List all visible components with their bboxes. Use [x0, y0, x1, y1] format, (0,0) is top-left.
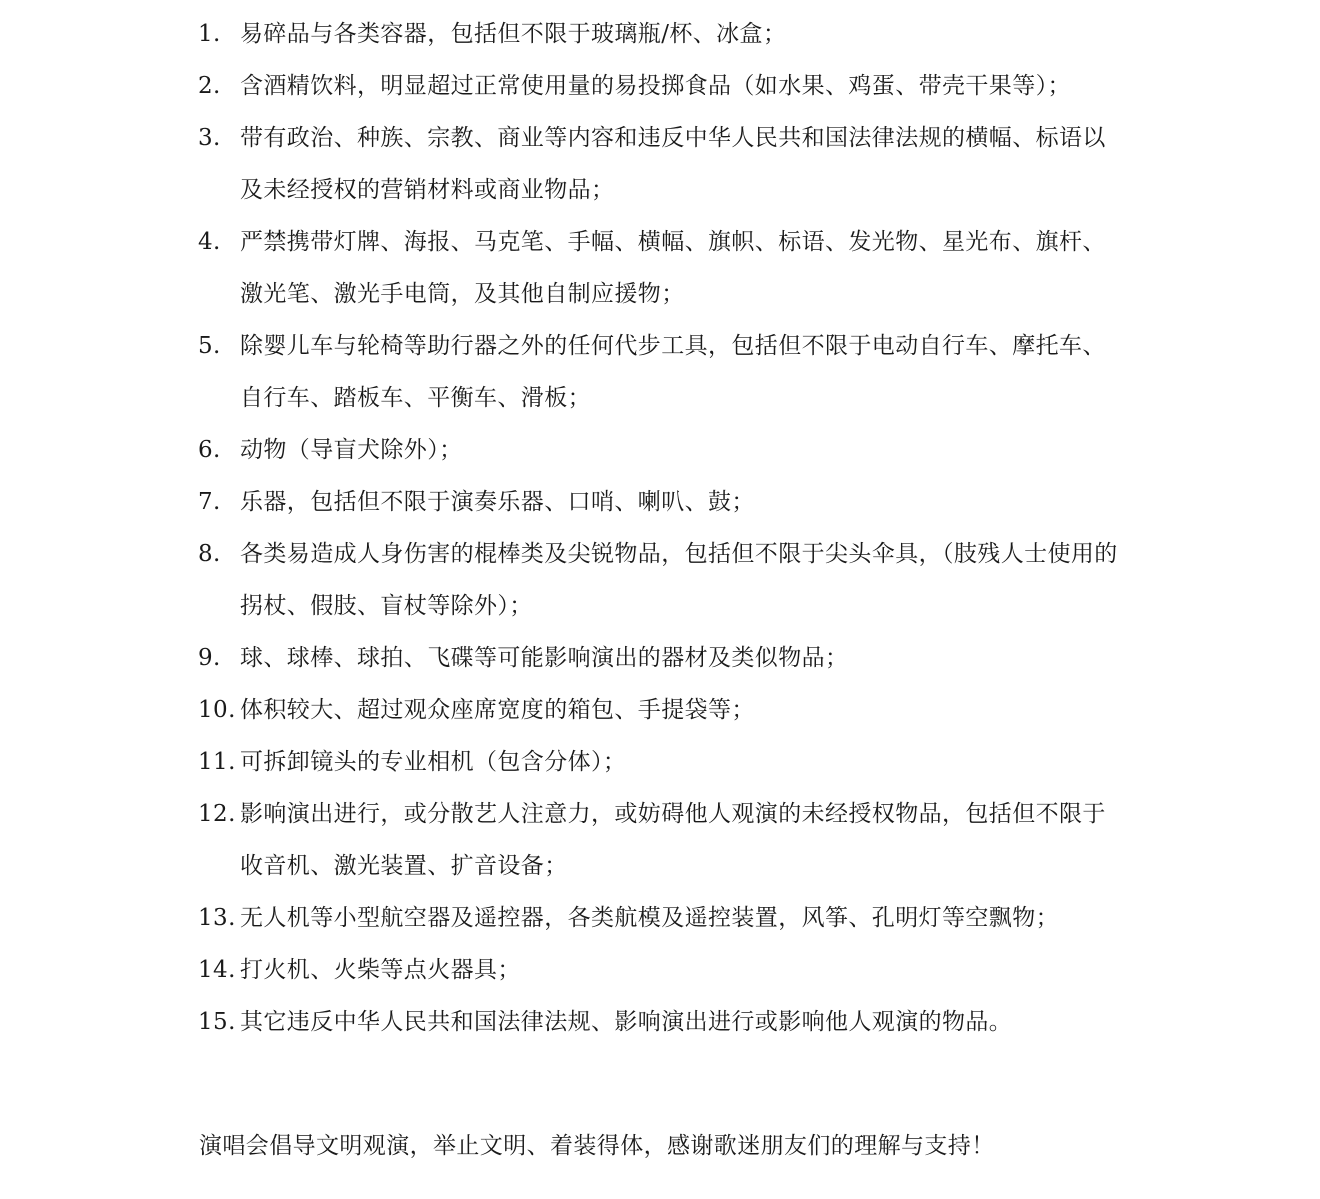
- item-text: 除婴儿车与轮椅等助行器之外的任何代步工具，包括但不限于电动自行车、摩托车、自行车、踏板车、平衡车、滑板；: [240, 333, 1106, 411]
- prohibited-items-list: [198, 8, 1128, 1048]
- item-number: 14.: [198, 957, 236, 983]
- item-number: 2.: [198, 73, 221, 99]
- closing-statement: 演唱会倡导文明观演，举止文明、着装得体，感谢歌迷朋友们的理解与支持！: [199, 1133, 995, 1159]
- list-item: [198, 788, 1128, 892]
- list-item: [198, 736, 1128, 788]
- item-number: 7.: [198, 489, 221, 515]
- item-number: 4.: [198, 229, 221, 255]
- list-item: [198, 112, 1128, 216]
- item-text: 乐器，包括但不限于演奏乐器、口哨、喇叭、鼓；: [240, 489, 755, 515]
- list-item: [198, 528, 1128, 632]
- item-text: 易碎品与各类容器，包括但不限于玻璃瓶/杯、冰盒；: [240, 21, 787, 47]
- list-item: [198, 684, 1128, 736]
- item-number: 10.: [198, 697, 236, 723]
- item-text: 影响演出进行，或分散艺人注意力，或妨碍他人观演的未经授权物品，包括但不限于收音机、激光装置、扩音设备；: [240, 801, 1106, 879]
- item-number: 13.: [198, 905, 236, 931]
- list-item: [198, 320, 1128, 424]
- list-item: [198, 944, 1128, 996]
- item-text: 各类易造成人身伤害的棍棒类及尖锐物品，包括但不限于尖头伞具，（肢残人士使用的拐杖、假肢、盲杖等除外）；: [240, 541, 1118, 619]
- item-text: 无人机等小型航空器及遥控器，各类航模及遥控装置，风筝、孔明灯等空飘物；: [240, 905, 1059, 931]
- item-number: 1.: [198, 21, 221, 47]
- item-text: 可拆卸镜头的专业相机（包含分体）；: [240, 749, 627, 775]
- item-number: 6.: [198, 437, 221, 463]
- list-item: [198, 216, 1128, 320]
- list-item: [198, 8, 1128, 60]
- list-item: [198, 476, 1128, 528]
- item-text: 打火机、火柴等点火器具；: [240, 957, 521, 983]
- list-item: [198, 632, 1128, 684]
- item-number: 5.: [198, 333, 221, 359]
- list-item: [198, 996, 1128, 1048]
- list-item: [198, 60, 1128, 112]
- item-number: 8.: [198, 541, 221, 567]
- item-text: 其它违反中华人民共和国法律法规、影响演出进行或影响他人观演的物品。: [240, 1009, 1013, 1035]
- item-number: 12.: [198, 801, 236, 827]
- item-number: 15.: [198, 1009, 236, 1035]
- item-number: 3.: [198, 125, 221, 151]
- item-text: 带有政治、种族、宗教、商业等内容和违反中华人民共和国法律法规的横幅、标语以及未经授权的营销材料或商业物品；: [240, 125, 1106, 203]
- item-text: 含酒精饮料，明显超过正常使用量的易投掷食品（如水果、鸡蛋、带壳干果等）；: [240, 73, 1071, 99]
- item-text: 体积较大、超过观众座席宽度的箱包、手提袋等；: [240, 697, 755, 723]
- list-item: [198, 892, 1128, 944]
- item-text: 球、球棒、球拍、飞碟等可能影响演出的器材及类似物品；: [240, 645, 849, 671]
- item-number: 11.: [198, 749, 236, 775]
- item-text: 严禁携带灯牌、海报、马克笔、手幅、横幅、旗帜、标语、发光物、星光布、旗杆、激光笔、激光手电筒，及其他自制应援物；: [240, 229, 1106, 307]
- item-text: 动物（导盲犬除外）；: [240, 437, 463, 463]
- item-number: 9.: [198, 645, 221, 671]
- list-item: [198, 424, 1128, 476]
